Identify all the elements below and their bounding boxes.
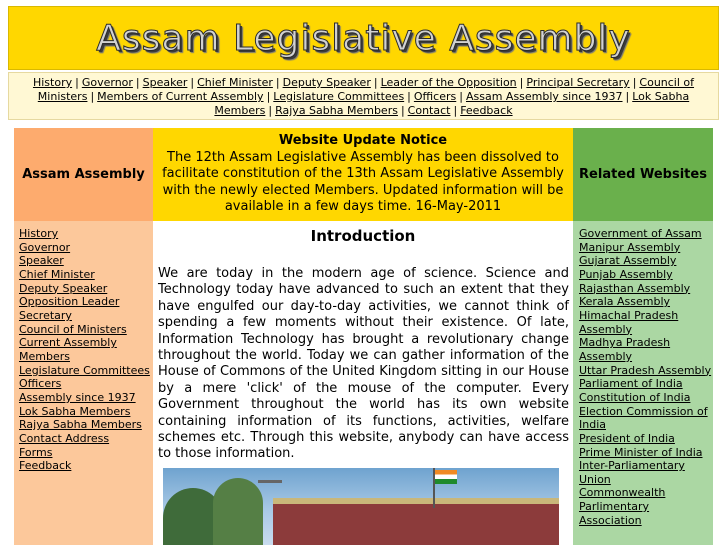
left-sidebar: [14, 128, 153, 545]
topnav-link[interactable]: Chief Minister: [197, 76, 273, 89]
left-sidebar-link[interactable]: History: [19, 227, 59, 240]
topnav-separator: |: [266, 90, 271, 103]
topnav-separator: |: [632, 76, 637, 89]
left-sidebar-link[interactable]: Contact Address: [19, 431, 110, 445]
right-sidebar-heading: Related Websites: [573, 128, 713, 221]
topnav-link[interactable]: Leader of the Opposition: [380, 76, 517, 89]
related-website-link[interactable]: Manipur Assembly: [579, 240, 681, 254]
photo-street-lamp: [258, 480, 282, 483]
related-website-link[interactable]: Prime Minister of India: [579, 445, 703, 459]
notice-body: The 12th Assam Legislative Assembly has been dissolved to facilitate constitution of the 13th Assam Legislative Assembly with the newly elected Members. Updated information will be available in a few days time. 16-May-2011: [162, 149, 564, 214]
topnav-link[interactable]: Rajya Sabha Members: [275, 104, 398, 117]
topnav-separator: |: [453, 104, 458, 117]
topnav-link[interactable]: Officers: [413, 90, 457, 103]
related-website-link[interactable]: Constitution of India: [579, 390, 691, 404]
left-sidebar-link[interactable]: Lok Sabha Members: [19, 404, 131, 418]
left-sidebar-link[interactable]: Secretary: [19, 308, 72, 322]
related-website-link[interactable]: Government of Assam: [579, 227, 702, 240]
left-sidebar-link[interactable]: Current Assembly: [19, 336, 117, 350]
topnav-separator: |: [400, 104, 405, 117]
related-website-link[interactable]: Punjab Assembly: [579, 267, 673, 281]
topnav-link[interactable]: Speaker: [142, 76, 188, 89]
site-banner: [8, 6, 719, 70]
intro-heading: Introduction: [310, 227, 416, 245]
topnav-link[interactable]: Contact: [407, 104, 451, 117]
topnav-separator: |: [459, 90, 463, 103]
left-sidebar-links: [14, 221, 153, 473]
topnav-separator: |: [407, 90, 411, 103]
related-websites-links: [573, 221, 713, 527]
left-sidebar-link[interactable]: Speaker: [19, 254, 64, 268]
related-website-link[interactable]: Election Commission of India: [579, 404, 708, 432]
site-title: Assam Legislative Assembly: [96, 17, 631, 59]
assembly-building-photo: [163, 468, 559, 545]
related-website-link[interactable]: Himachal Pradesh Assembly: [579, 308, 679, 336]
intro-paragraph: We are today in the modern age of science. Science and Technology today have advanced to such an extent that they have engulfed our day-to-day activities, we cannot think of spending a few moments without their existence. Of late, Information Technology has brought a revolutionary change throughout the world. Today we can gather information of the House of Commons of the United Kingdom sitting in our House by a mere 'click' of the mouse of the computer. Every Government throughout the world has its own website containing information of its functions, activities, welfare schemes etc. Through this website, anybody can have access to those information.: [158, 266, 569, 462]
left-sidebar-heading: Assam Assembly: [14, 128, 153, 221]
notice-title: Website Update Notice: [278, 133, 448, 148]
topnav-link[interactable]: Governor: [81, 76, 133, 89]
topnav-link[interactable]: Principal Secretary: [526, 76, 630, 89]
left-sidebar-link[interactable]: Council of Ministers: [19, 322, 127, 336]
topnav-separator: |: [90, 90, 95, 103]
top-navigation: [8, 72, 719, 120]
right-sidebar: [573, 128, 713, 545]
left-sidebar-link[interactable]: Members: [19, 349, 70, 363]
left-sidebar-link[interactable]: Feedback: [19, 459, 72, 473]
main-content: [153, 128, 573, 545]
topnav-link[interactable]: Lok Sabha Members: [214, 90, 690, 117]
topnav-link[interactable]: Assam Assembly since 1937: [465, 90, 623, 103]
related-website-link[interactable]: Kerala Assembly: [579, 295, 671, 309]
left-sidebar-link[interactable]: Legislature Committees: [19, 363, 150, 377]
related-website-link[interactable]: Parliament of India: [579, 377, 683, 391]
topnav-link[interactable]: Legislature Committees: [273, 90, 405, 103]
left-sidebar-link[interactable]: Forms: [19, 445, 53, 459]
related-website-link[interactable]: Madhya Pradesh Assembly: [579, 336, 671, 363]
topnav-separator: |: [275, 76, 280, 89]
left-sidebar-link[interactable]: Chief Minister: [19, 267, 95, 281]
topnav-link[interactable]: Deputy Speaker: [282, 76, 371, 89]
left-sidebar-link[interactable]: Deputy Speaker: [19, 281, 108, 295]
topnav-separator: |: [135, 76, 140, 89]
topnav-link[interactable]: Council of Ministers: [37, 76, 695, 103]
related-website-link[interactable]: Uttar Pradesh Assembly: [579, 363, 712, 377]
topnav-separator: |: [519, 76, 524, 89]
topnav-link[interactable]: Feedback: [460, 104, 513, 117]
left-sidebar-link[interactable]: Officers: [19, 377, 62, 391]
related-website-link[interactable]: Commonwealth Parlimentary Association: [579, 486, 666, 527]
left-sidebar-link[interactable]: Rajya Sabha Members: [19, 418, 142, 432]
topnav-separator: |: [625, 90, 630, 103]
photo-tree: [213, 478, 263, 545]
related-website-link[interactable]: Inter-Parliamentary Union: [579, 459, 685, 486]
topnav-link[interactable]: History: [32, 76, 73, 89]
topnav-separator: |: [75, 76, 79, 89]
photo-building: [273, 498, 559, 545]
related-website-link[interactable]: Rajasthan Assembly: [579, 281, 691, 295]
update-notice: [153, 128, 573, 221]
topnav-separator: |: [268, 104, 273, 117]
related-website-link[interactable]: President of India: [579, 431, 675, 445]
left-sidebar-link[interactable]: Governor: [19, 240, 71, 254]
topnav-separator: |: [373, 76, 378, 89]
left-sidebar-link[interactable]: Opposition Leader: [19, 295, 120, 309]
topnav-link[interactable]: Members of Current Assembly: [97, 90, 264, 103]
left-sidebar-link[interactable]: Assembly since 1937: [19, 390, 136, 404]
photo-flag: [435, 470, 457, 484]
related-website-link[interactable]: Gujarat Assembly: [579, 254, 677, 268]
topnav-separator: |: [190, 76, 195, 89]
